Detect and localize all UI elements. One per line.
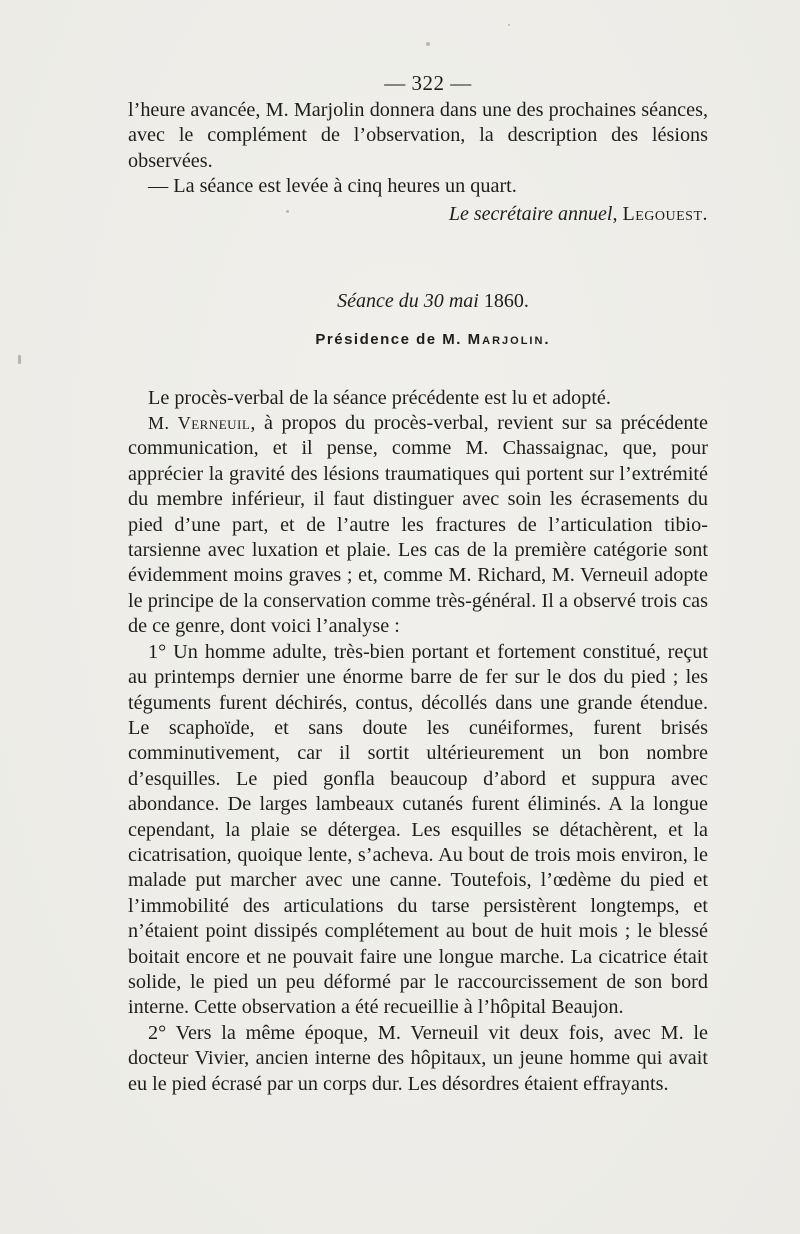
proces-verbal-paragraph: Le procès-verbal de la séance précédente est lu et adopté. bbox=[148, 386, 611, 409]
presidence-heading bbox=[158, 328, 708, 352]
seance-title bbox=[158, 286, 708, 316]
paper-speck bbox=[508, 24, 510, 26]
paper-speck bbox=[18, 355, 21, 364]
intro-paragraph: l’heure avancée, M. Marjolin donnera dans une des prochaines séances, avec le complément de l’observation, la description des lésions observées. bbox=[128, 99, 708, 172]
closing-line: — La séance est levée à cinq heures un quart. bbox=[148, 175, 517, 198]
verneuil-text: , à propos du procès-verbal, revient sur sa précédente communication, et il pense, comme M. Chassaignac, que, pour apprécier la gravité des lésions traumatiques qui portent sur l’extrémité du membre inférieur, il faut distinguer avec soin les écrasements du pied d’une part, et de l’autre les fractures de l’articulation tibio-tarsienne avec luxation et plaie. Les cas de la première catégorie sont évidemment moins graves ; et, comme M. Richard, M. Verneuil adopte le principe de la conservation comme très-général. Il a observé trois cas de ce genre, dont voici l’analyse : bbox=[128, 412, 709, 638]
seance-title-month: mai bbox=[448, 289, 479, 312]
page-content bbox=[128, 68, 708, 1097]
signature bbox=[128, 200, 708, 228]
section-gap bbox=[128, 352, 708, 386]
signature-role: Le secrétaire annuel, bbox=[448, 202, 618, 225]
seance-title-prefix: Séance du 30 bbox=[337, 289, 444, 312]
seance-title-year: 1860. bbox=[483, 289, 529, 312]
signature-name: Legouest. bbox=[622, 202, 708, 225]
case-1-paragraph: 1° Un homme adulte, très-bien portant et fortement constitué, reçut au printemps dernier une énorme barre de fer sur le dos du pied ; les téguments furent déchirés, contus, décollés dans une grande étendue. Le scaphoïde, et sans doute les cunéiformes, furent brisés comminutivement, car il sortit ultérieurement un bon nombre d’esquilles. Le pied gonfla beaucoup d’abord et suppura avec abondance. De larges lambeaux cutanés furent éliminés. A la longue cependant, la plaie se détergea. Les esquilles se détachèrent, et la cicatrisation, quoique lente, s’acheva. Au bout de trois mois environ, le malade put marcher avec une canne. Toutefois, l’œdème du pied et l’immobilité des articulations du tarse persistèrent longtemps, et n’étaient point dissipés complétement au bout de huit mois ; le blessé boitait encore et ne pouvait faire une longue marche. La cicatrice était solide, le pied un peu déformé par le raccourcissement de son bord interne. Cette observation a été recueillie à l’hôpital Beaujon. bbox=[128, 640, 708, 1019]
presidence-name: Marjolin. bbox=[467, 330, 551, 348]
speaker-name: M. Verneuil bbox=[148, 413, 251, 434]
presidence-prefix: Présidence de M. bbox=[315, 330, 462, 348]
paper-speck bbox=[426, 42, 430, 46]
verneuil-paragraph bbox=[128, 411, 708, 640]
case-2-paragraph: 2° Vers la même époque, M. Verneuil vit deux fois, avec M. le docteur Vivier, ancien interne des hôpitaux, un jeune homme qui avait eu le pied écrasé par un corps dur. Les désordres étaient effrayants. bbox=[128, 1021, 708, 1095]
page-number: — 322 — bbox=[384, 71, 472, 95]
